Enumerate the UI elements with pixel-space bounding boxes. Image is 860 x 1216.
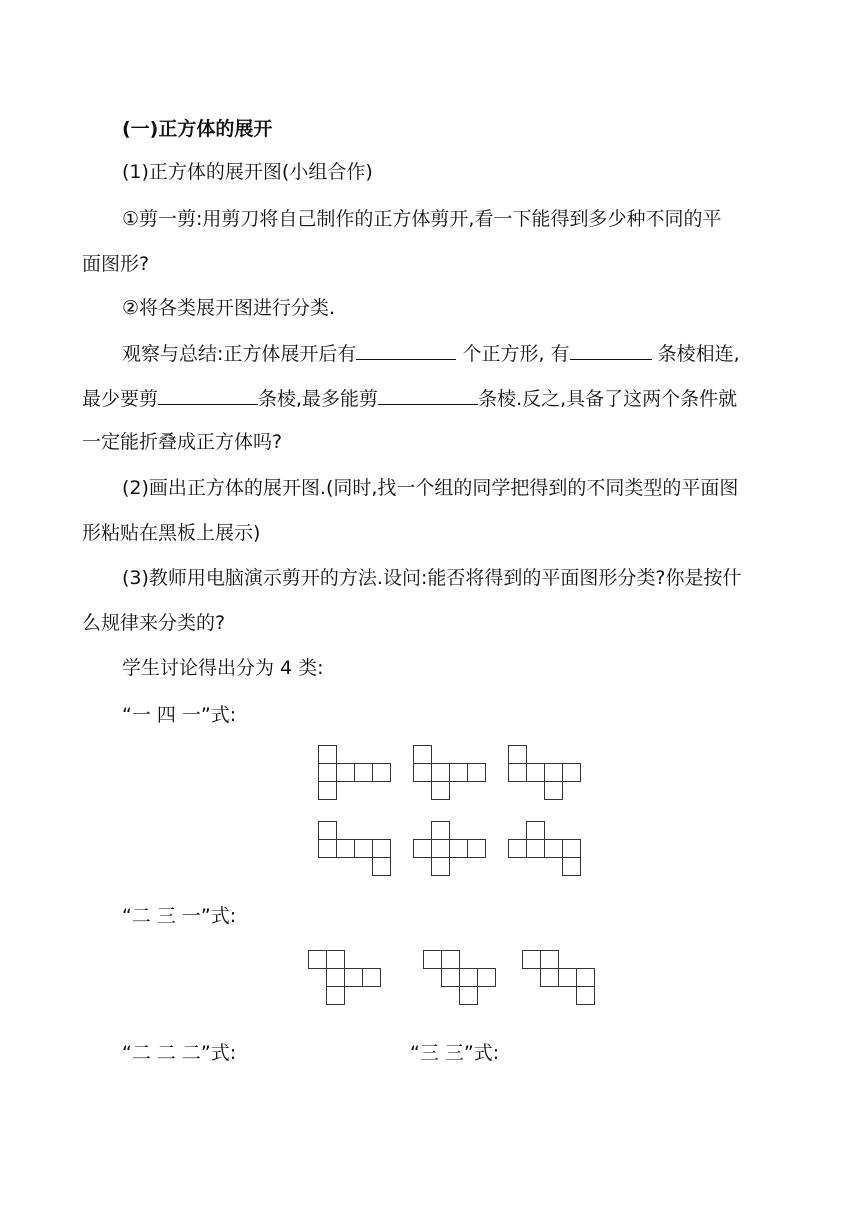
blank-square-count[interactable] xyxy=(356,341,456,360)
blank-max-cut[interactable] xyxy=(378,386,478,405)
step1-line2: 面图形? xyxy=(82,253,150,275)
blank-connected-edges[interactable] xyxy=(570,341,652,360)
type-2-3-1-label: “二 三 一”式: xyxy=(122,905,237,927)
obs-text-4: 最少要剪 xyxy=(82,388,159,410)
item1-title: (1)正方体的展开图(小组合作) xyxy=(122,161,373,183)
step2: ②将各类展开图进行分类. xyxy=(122,297,336,319)
discussion-result: 学生讨论得出分为 4 类: xyxy=(122,657,324,679)
cube-net-141-a xyxy=(318,745,394,801)
cube-net-141-c xyxy=(508,745,584,801)
cube-net-231-b xyxy=(423,950,499,1006)
obs-text-3: 条棱相连, xyxy=(657,343,740,365)
obs-text-6: 条棱.反之,具备了这两个条件就 xyxy=(478,388,738,410)
blank-min-cut[interactable] xyxy=(158,386,258,405)
item2-line1: (2)画出正方体的展开图.(同时,找一个组的同学把得到的不同类型的平面图 xyxy=(122,477,739,499)
item3-line1: (3)教师用电脑演示剪开的方法.设问:能否将得到的平面图形分类?你是按什 xyxy=(122,567,742,589)
type-3-3-label: “三 三”式: xyxy=(410,1042,500,1064)
type-2-2-2-label: “二 二 二”式: xyxy=(122,1042,237,1064)
item3-line2: 么规律来分类的? xyxy=(82,612,226,634)
cube-net-141-f xyxy=(508,821,584,877)
cube-net-231-c xyxy=(522,950,598,1006)
observation-line1 xyxy=(122,341,740,366)
section-title: (一)正方体的展开 xyxy=(122,118,273,140)
step1-line1: ①剪一剪:用剪刀将自己制作的正方体剪开,看一下能得到多少种不同的平 xyxy=(122,208,722,230)
cube-net-141-b xyxy=(413,745,489,801)
observation-line3: 一定能折叠成正方体吗? xyxy=(82,431,283,453)
obs-text-5: 条棱,最多能剪 xyxy=(258,388,379,410)
type-1-4-1-label: “一 四 一”式: xyxy=(122,704,237,726)
item2-line2: 形粘贴在黑板上展示) xyxy=(82,522,261,544)
obs-text-1: 观察与总结:正方体展开后有 xyxy=(122,343,357,365)
cube-net-141-d xyxy=(318,821,394,877)
observation-line2 xyxy=(82,386,737,411)
cube-net-141-e xyxy=(413,821,489,877)
obs-text-2: 个正方形, 有 xyxy=(462,343,570,365)
cube-net-231-a xyxy=(308,950,384,1006)
